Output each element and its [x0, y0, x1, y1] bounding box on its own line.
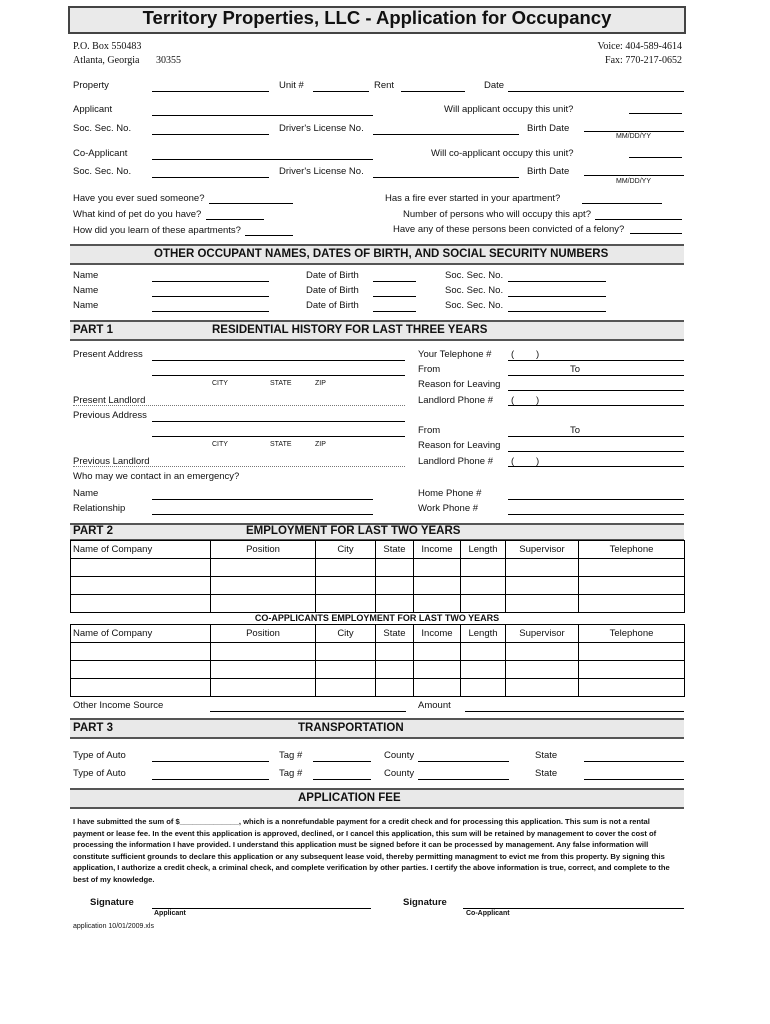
co-birth-date-label: Birth Date [527, 166, 570, 177]
landlord-phone-field[interactable] [508, 405, 684, 406]
occupant-ssn-field[interactable] [508, 296, 606, 297]
previous-landlord-field[interactable] [73, 466, 405, 467]
relationship-label: Relationship [73, 503, 126, 514]
prev-landlord-paren-open: ( [511, 456, 515, 467]
property-field[interactable] [152, 91, 269, 92]
pet-field[interactable] [206, 219, 264, 220]
co-applicant-caption: Co-Applicant [466, 910, 510, 917]
co-occupy-label: Will co-applicant occupy this unit? [431, 148, 574, 159]
tag-label: Tag # [279, 750, 303, 761]
occupant-dob-label: Date of Birth [306, 300, 359, 311]
landlord-paren-open: ( [511, 395, 515, 406]
col-income: Income [414, 625, 461, 643]
previous-address-label: Previous Address [73, 410, 147, 421]
sued-label: Have you ever sued someone? [73, 193, 205, 204]
city-state: Atlanta, Georgia [73, 55, 140, 66]
to-label: To [570, 364, 581, 375]
col-supervisor: Supervisor [506, 625, 579, 643]
home-phone-label: Home Phone # [418, 488, 482, 499]
fire-field[interactable] [582, 203, 662, 204]
occupant-name-label: Name [73, 300, 99, 311]
applicant-label: Applicant [73, 104, 113, 115]
co-occupy-field[interactable] [629, 157, 682, 158]
part3-header [70, 718, 684, 739]
employment-table [70, 540, 685, 613]
occupant-name-field[interactable] [152, 311, 269, 312]
work-phone-label: Work Phone # [418, 503, 479, 514]
part1-label: PART 1 [73, 324, 114, 336]
prev-state-caption: STATE [270, 441, 292, 448]
ssn-label: Soc. Sec. No. [73, 123, 132, 134]
fire-label: Has a fire ever started in your apartment? [385, 193, 561, 204]
prev-from-to-field[interactable] [508, 436, 684, 437]
col-position: Position [211, 541, 316, 559]
date-field[interactable] [508, 91, 684, 92]
zip-code: 30355 [156, 55, 181, 66]
felony-field[interactable] [630, 233, 682, 234]
part1-heading: RESIDENTIAL HISTORY FOR LAST THREE YEARS [212, 324, 488, 336]
amount-label: Amount [418, 700, 451, 711]
occupant-dob-field[interactable] [373, 311, 416, 312]
occupant-name-label: Name [73, 285, 99, 296]
prev-landlord-phone-field[interactable] [508, 466, 684, 467]
address-line-2[interactable] [152, 375, 405, 376]
fee-heading: APPLICATION FEE [298, 792, 401, 804]
table-row[interactable] [71, 679, 685, 697]
emergency-name-field[interactable] [152, 499, 373, 500]
voice-number: Voice: 404-589-4614 [597, 41, 682, 52]
unit-label: Unit # [279, 80, 304, 91]
tag-label: Tag # [279, 768, 303, 779]
col-telephone: Telephone [579, 625, 685, 643]
applicant-caption: Applicant [154, 910, 186, 917]
tag-field[interactable] [313, 779, 371, 780]
part1-header [70, 320, 684, 341]
present-address-field[interactable] [152, 360, 405, 361]
table-row[interactable] [71, 661, 685, 679]
emergency-label: Who may we contact in an emergency? [73, 471, 240, 482]
occupants-header [70, 244, 684, 265]
co-employment-heading: CO-APPLICANTS EMPLOYMENT FOR LAST TWO YEARS [254, 613, 500, 623]
part3-label: PART 3 [73, 722, 114, 734]
unit-field[interactable] [313, 91, 369, 92]
zip-caption: ZIP [315, 380, 326, 387]
from-to-field[interactable] [508, 375, 684, 376]
other-income-label: Other Income Source [73, 700, 164, 711]
occupant-ssn-field[interactable] [508, 281, 606, 282]
co-birth-date-field[interactable] [584, 175, 684, 176]
phone-paren-close: ) [536, 349, 540, 360]
employment-header-row [71, 541, 685, 559]
reason-field[interactable] [508, 390, 684, 391]
co-applicant-signature-field[interactable] [463, 908, 684, 909]
col-position: Position [211, 625, 316, 643]
tag-field[interactable] [313, 761, 371, 762]
auto-label: Type of Auto [73, 768, 126, 779]
license-label: Driver's License No. [279, 123, 364, 134]
learn-field[interactable] [245, 235, 293, 236]
occupant-name-field[interactable] [152, 296, 269, 297]
present-address-label: Present Address [73, 349, 143, 360]
col-state: State [376, 625, 414, 643]
county-field[interactable] [418, 761, 509, 762]
col-length: Length [461, 541, 506, 559]
co-ssn-label: Soc. Sec. No. [73, 166, 132, 177]
part2-label: PART 2 [73, 525, 114, 537]
amount-field[interactable] [465, 711, 684, 712]
prev-to-label: To [570, 425, 581, 436]
previous-landlord-label: Previous Landlord [73, 456, 150, 467]
other-income-field[interactable] [210, 711, 406, 712]
county-field[interactable] [418, 779, 509, 780]
co-mmddyy-hint: MM/DD/YY [616, 178, 651, 185]
county-label: County [384, 768, 415, 779]
occupant-dob-label: Date of Birth [306, 285, 359, 296]
table-row[interactable] [71, 595, 685, 613]
co-employment-header-row [71, 625, 685, 643]
occupant-ssn-label: Soc. Sec. No. [445, 285, 504, 296]
fax-number: Fax: 770-217-0652 [605, 55, 682, 66]
persons-field[interactable] [595, 219, 682, 220]
occupant-ssn-label: Soc. Sec. No. [445, 270, 504, 281]
landlord-paren-close: ) [536, 395, 540, 406]
occupant-dob-field[interactable] [373, 281, 416, 282]
rent-label: Rent [374, 80, 395, 91]
from-label: From [418, 364, 441, 375]
co-license-field[interactable] [373, 177, 519, 178]
co-employment-table [70, 624, 685, 697]
prev-reason-field[interactable] [508, 451, 684, 452]
footer-note: application 10/01/2009.xls [73, 923, 154, 930]
table-row[interactable] [71, 559, 685, 577]
emergency-name-label: Name [73, 488, 99, 499]
prev-landlord-paren-close: ) [536, 456, 540, 467]
auto-field[interactable] [152, 761, 269, 762]
prev-address-line-2[interactable] [152, 436, 405, 437]
occupy-field[interactable] [629, 113, 682, 114]
occupant-dob-label: Date of Birth [306, 270, 359, 281]
col-company: Name of Company [71, 625, 211, 643]
ssn-field[interactable] [152, 134, 269, 135]
previous-address-field[interactable] [152, 421, 405, 422]
fee-header [70, 788, 684, 809]
auto-state-field[interactable] [584, 761, 684, 762]
col-city: City [316, 541, 376, 559]
telephone-label: Your Telephone # [418, 349, 492, 360]
col-state: State [376, 541, 414, 559]
co-applicant-label: Co-Applicant [73, 148, 128, 159]
occupant-ssn-field[interactable] [508, 311, 606, 312]
prev-from-label: From [418, 425, 441, 436]
occupy-label: Will applicant occupy this unit? [444, 104, 574, 115]
co-license-label: Driver's License No. [279, 166, 364, 177]
auto-field[interactable] [152, 779, 269, 780]
felony-label: Have any of these persons been convicted of a felony? [393, 224, 625, 235]
part2-heading: EMPLOYMENT FOR LAST TWO YEARS [246, 525, 461, 537]
telephone-field[interactable] [508, 360, 684, 361]
occupants-heading: OTHER OCCUPANT NAMES, DATES OF BIRTH, AND SOCIAL SECURITY NUMBERS [154, 248, 609, 260]
auto-state-label: State [535, 768, 558, 779]
auto-state-label: State [535, 750, 558, 761]
state-caption: STATE [270, 380, 292, 387]
col-income: Income [414, 541, 461, 559]
license-field[interactable] [373, 134, 519, 135]
co-signature-label: Signature [403, 897, 447, 908]
date-label: Date [484, 80, 505, 91]
col-supervisor: Supervisor [506, 541, 579, 559]
relationship-field[interactable] [152, 514, 373, 515]
work-phone-field[interactable] [508, 514, 684, 515]
fee-text: I have submitted the sum of $______________, which is a nonrefundable payment for a credit check and for processing this application. This sum is not a rental payment or lease fee. In the event this application is approved, declined, or I cancel this application, this sum will be retained by management to cover the cost of processing the information I have provided. I understand this application must be signed before it can be processed by management. Any false information will constitute sufficient grounds to declare this application or any subsequent lease void, thereby permitting managment to evict me from this property. By signing this application, I authorize a credit check, a criminal check, and complete verification by other parties. I certify the above information is true, correct, and complete to the best of my knowledge. [73, 817, 670, 884]
prev-city-caption: CITY [212, 441, 228, 448]
pet-label: What kind of pet do you have? [73, 209, 202, 220]
rent-field[interactable] [401, 91, 465, 92]
sued-field[interactable] [209, 203, 293, 204]
col-length: Length [461, 625, 506, 643]
learn-label: How did you learn of these apartments? [73, 225, 241, 236]
home-phone-field[interactable] [508, 499, 684, 500]
property-label: Property [73, 80, 109, 91]
present-landlord-field[interactable] [73, 405, 405, 406]
applicant-signature-field[interactable] [152, 908, 371, 909]
occupant-ssn-label: Soc. Sec. No. [445, 300, 504, 311]
co-ssn-field[interactable] [152, 177, 269, 178]
county-label: County [384, 750, 415, 761]
city-caption: CITY [212, 380, 228, 387]
prev-reason-label: Reason for Leaving [418, 440, 501, 451]
occupant-name-field[interactable] [152, 281, 269, 282]
prev-landlord-phone-label: Landlord Phone # [418, 456, 494, 467]
phone-paren-open: ( [511, 349, 515, 360]
persons-label: Number of persons who will occupy this apt? [403, 209, 591, 220]
landlord-phone-label: Landlord Phone # [418, 395, 494, 406]
birth-date-field[interactable] [584, 131, 684, 132]
mmddyy-hint: MM/DD/YY [616, 133, 651, 140]
reason-label: Reason for Leaving [418, 379, 501, 390]
col-city: City [316, 625, 376, 643]
present-landlord-label: Present Landlord [73, 395, 146, 406]
table-row[interactable] [71, 577, 685, 595]
page-title: Territory Properties, LLC - Application for Occupancy [142, 7, 612, 28]
auto-label: Type of Auto [73, 750, 126, 761]
occupant-dob-field[interactable] [373, 296, 416, 297]
col-telephone: Telephone [579, 541, 685, 559]
co-applicant-field[interactable] [152, 159, 373, 160]
auto-state-field[interactable] [584, 779, 684, 780]
part3-heading: TRANSPORTATION [298, 722, 404, 734]
part2-header [70, 523, 684, 541]
signature-label: Signature [90, 897, 134, 908]
applicant-field[interactable] [152, 115, 373, 116]
po-box: P.O. Box 550483 [73, 41, 142, 52]
birth-date-label: Birth Date [527, 123, 570, 134]
occupant-name-label: Name [73, 270, 99, 281]
table-row[interactable] [71, 643, 685, 661]
col-company: Name of Company [71, 541, 211, 559]
prev-zip-caption: ZIP [315, 441, 326, 448]
